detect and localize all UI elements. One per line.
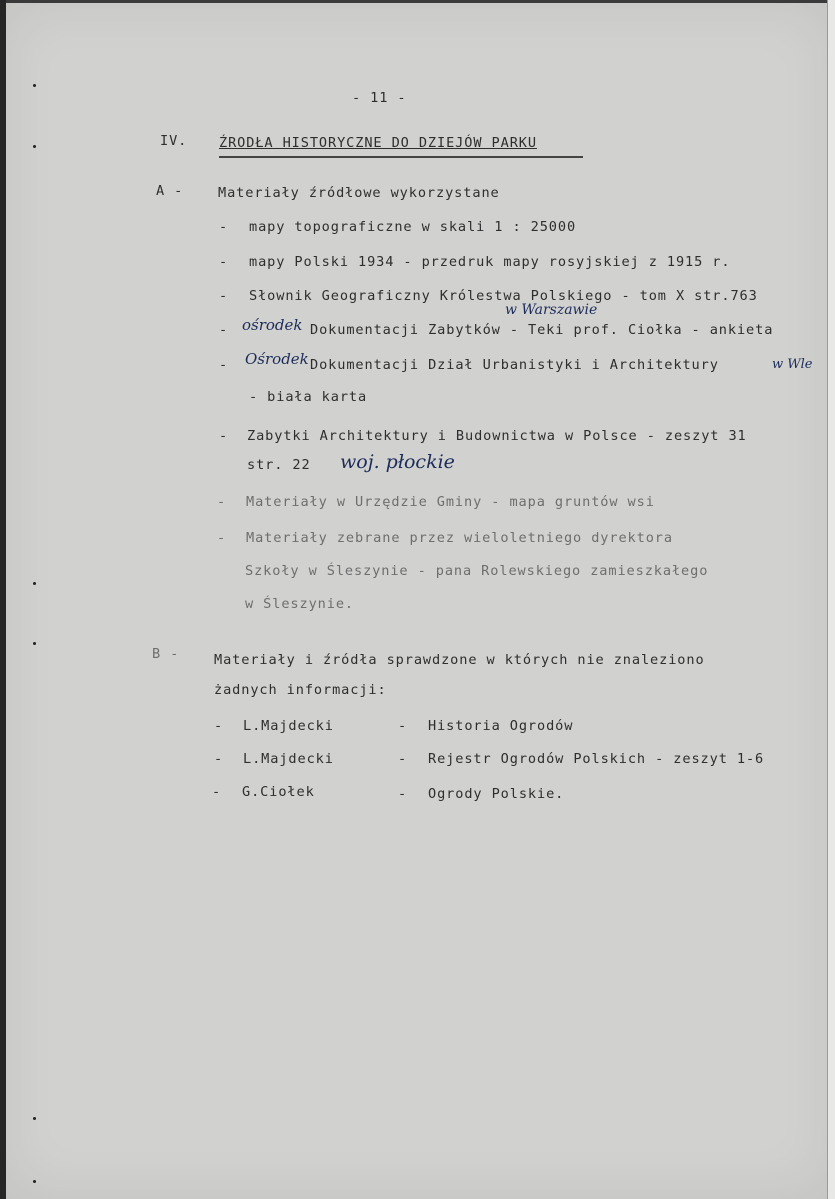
list-bullet: - — [219, 288, 229, 304]
list-bullet: - — [219, 219, 229, 235]
list-item-continuation: Szkoły w Śleszynie - pana Rolewskiego zamieszkałego — [245, 563, 709, 579]
list-item-continuation: - biała karta — [249, 389, 368, 405]
handwritten-note: w Wle — [772, 357, 813, 372]
scan-speck — [33, 642, 36, 645]
list-item: Dokumentacji Zabytków - Teki prof. Ciołka - ankieta — [310, 322, 774, 338]
list-item-continuation: w Śleszynie. — [245, 596, 355, 612]
source-dash: - — [398, 751, 408, 767]
list-bullet: - — [214, 718, 224, 734]
list-item: Materiały w Urzędzie Gminy - mapa gruntów wsi — [246, 494, 655, 510]
scan-right-edge — [827, 0, 835, 1199]
source-author: G.Ciołek — [242, 784, 315, 800]
source-title: Historia Ogrodów — [428, 718, 574, 734]
part-a-heading: Materiały źródłowe wykorzystane — [218, 185, 500, 201]
list-bullet: - — [219, 254, 229, 270]
title-double-underline — [219, 156, 583, 158]
list-item: Dokumentacji Dział Urbanistyki i Architektury — [310, 357, 719, 373]
handwritten-note: woj. płockie — [340, 451, 455, 473]
scan-speck — [33, 145, 36, 148]
scan-top-edge — [0, 0, 835, 3]
list-bullet: - — [212, 784, 222, 800]
scan-speck — [33, 1180, 36, 1183]
list-bullet: - — [217, 530, 227, 546]
part-b-letter: B - — [152, 646, 180, 662]
list-bullet: - — [217, 494, 227, 510]
source-title: Ogrody Polskie. — [428, 786, 565, 802]
source-title: Rejestr Ogrodów Polskich - zeszyt 1-6 — [428, 751, 765, 767]
scan-left-edge — [0, 0, 6, 1199]
list-item: Materiały zebrane przez wieloletniego dyrektora — [246, 530, 673, 546]
page-number: - 11 - — [352, 90, 407, 106]
list-item: Słownik Geograficzny Królestwa Polskiego - tom X str.763 — [249, 288, 758, 304]
source-dash: - — [398, 718, 408, 734]
section-number: IV. — [160, 133, 188, 149]
part-b-heading: Materiały i źródła sprawdzone w których nie znaleziono — [214, 652, 705, 668]
part-b-heading-continuation: żadnych informacji: — [214, 682, 387, 698]
scan-speck — [33, 582, 36, 585]
part-a-letter: A - — [156, 183, 184, 199]
list-bullet: - — [219, 428, 229, 444]
list-item: mapy topograficzne w skali 1 : 25000 — [249, 219, 577, 235]
handwritten-note: w Warszawie — [505, 302, 598, 318]
scan-speck — [33, 84, 36, 87]
list-item-continuation: str. 22 — [247, 457, 311, 473]
handwritten-note: ośrodek — [242, 316, 303, 334]
list-item: mapy Polski 1934 - przedruk mapy rosyjskiej z 1915 r. — [249, 254, 731, 270]
source-dash: - — [398, 786, 408, 802]
list-item: Zabytki Architektury i Budownictwa w Polsce - zeszyt 31 — [247, 428, 747, 444]
scan-speck — [33, 1117, 36, 1120]
source-author: L.Majdecki — [243, 718, 334, 734]
source-author: L.Majdecki — [243, 751, 334, 767]
section-title: ŹRODŁA HISTORYCZNE DO DZIEJÓW PARKU — [219, 135, 537, 151]
handwritten-note: Ośrodek — [245, 350, 309, 368]
list-bullet: - — [214, 751, 224, 767]
list-bullet: - — [219, 322, 229, 338]
list-bullet: - — [219, 357, 229, 373]
